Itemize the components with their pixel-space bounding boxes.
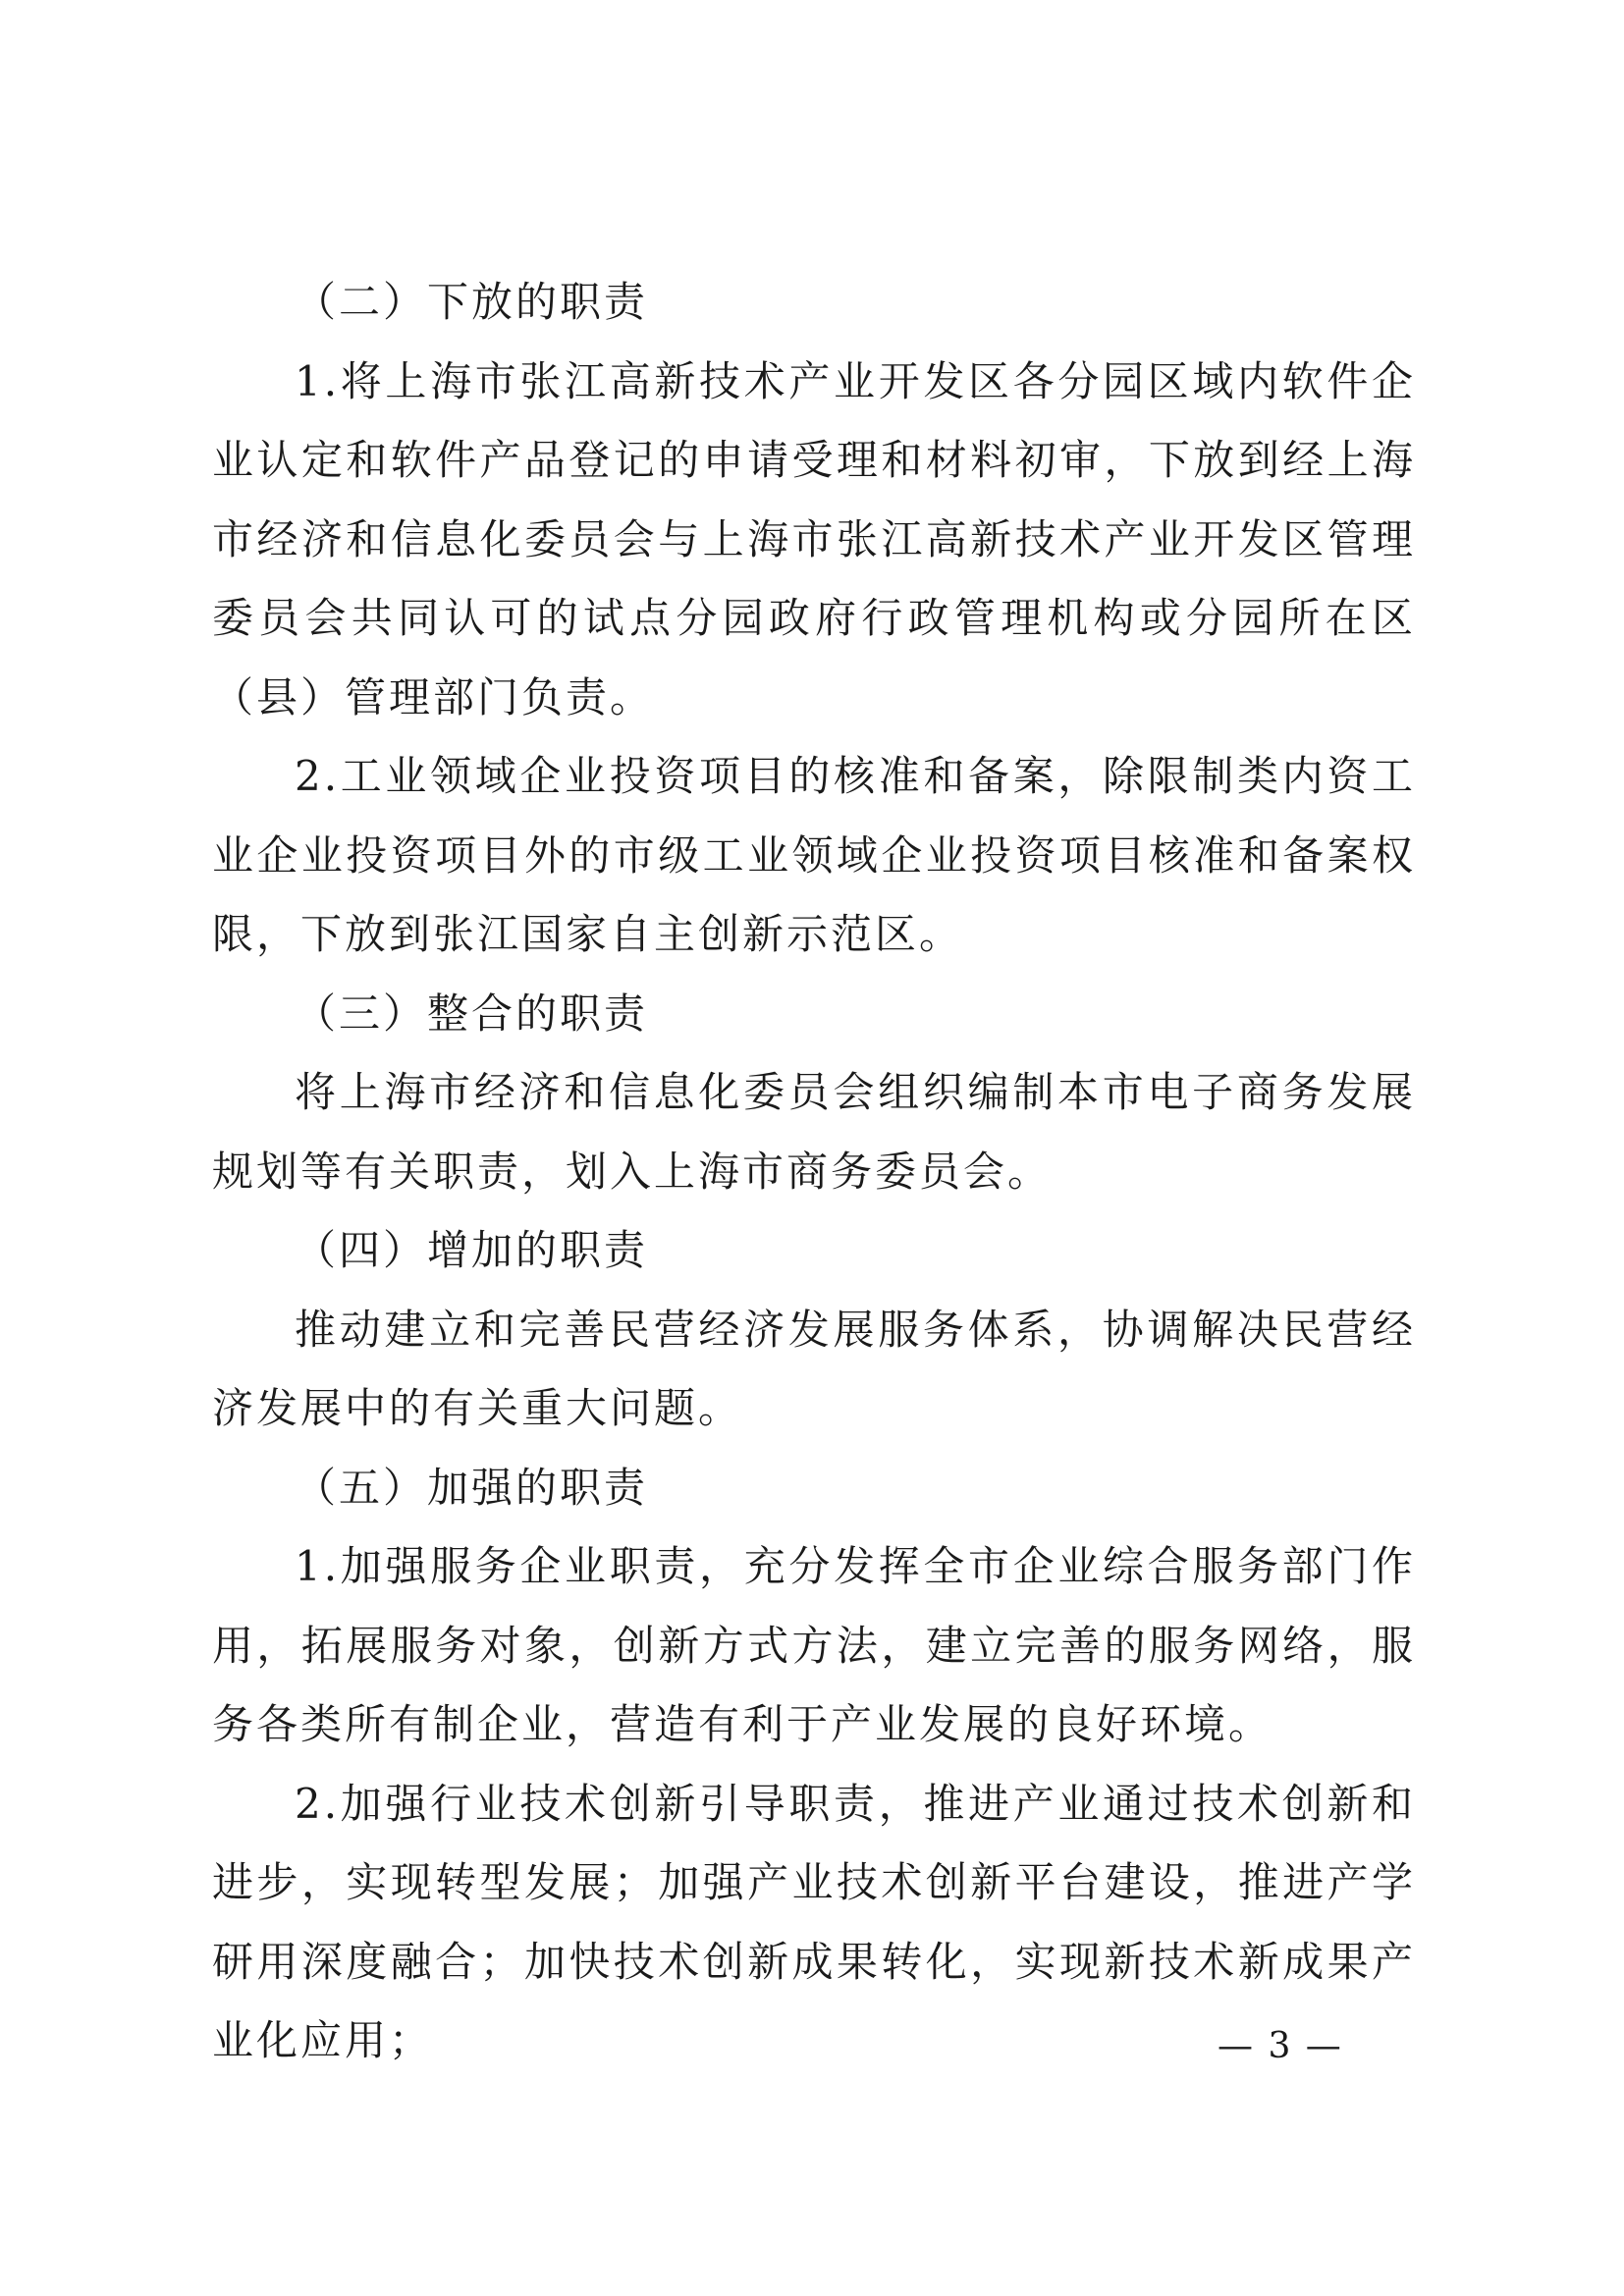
paragraph: 将上海市经济和信息化委员会组织编制本市电子商务发展规划等有关职责，划入上海市商务委员会。 (212, 1068, 1416, 1196)
section-delegated-duties (212, 263, 1416, 975)
paragraph: 2.加强行业技术创新引导职责，推进产业通过技术创新和进步，实现转型发展；加强产业技术创新平台建设，推进产学研用深度融合；加快技术创新成果转化，实现新技术新成果产业化应用； (212, 1779, 1416, 2064)
section-added-duties (212, 1211, 1416, 1449)
paragraph: 1.将上海市张江高新技术产业开发区各分园区域内软件企业认定和软件产品登记的申请受理和材料初审，下放到经上海市经济和信息化委员会与上海市张江高新技术产业开发区管理委员会共同认可的试点分园政府行政管理机构或分园所在区（县）管理部门负责。 (212, 356, 1416, 721)
section-heading: （三）整合的职责 (295, 988, 649, 1038)
section-heading: （二）下放的职责 (295, 278, 649, 326)
page-number: — 3 — (1218, 2026, 1343, 2066)
paragraph: 2.工业领域企业投资项目的核准和备案，除限制类内资工业企业投资项目外的市级工业领域企业投资项目核准和备案权限，下放到张江国家自主创新示范区。 (212, 752, 1416, 958)
paragraph: 推动建立和完善民营经济发展服务体系，协调解决民营经济发展中的有关重大问题。 (212, 1305, 1416, 1432)
section-heading: （四）增加的职责 (295, 1226, 649, 1274)
paragraph: 1.加强服务企业职责，充分发挥全市企业综合服务部门作用，拓展服务对象，创新方式方法，建立完善的服务网络，服务各类所有制企业，营造有利于产业发展的良好环境。 (212, 1542, 1416, 1748)
section-strengthened-duties (212, 1449, 1416, 2081)
section-integrated-duties (212, 975, 1416, 1212)
section-heading: （五）加强的职责 (295, 1463, 649, 1512)
document-body (212, 263, 1416, 2081)
